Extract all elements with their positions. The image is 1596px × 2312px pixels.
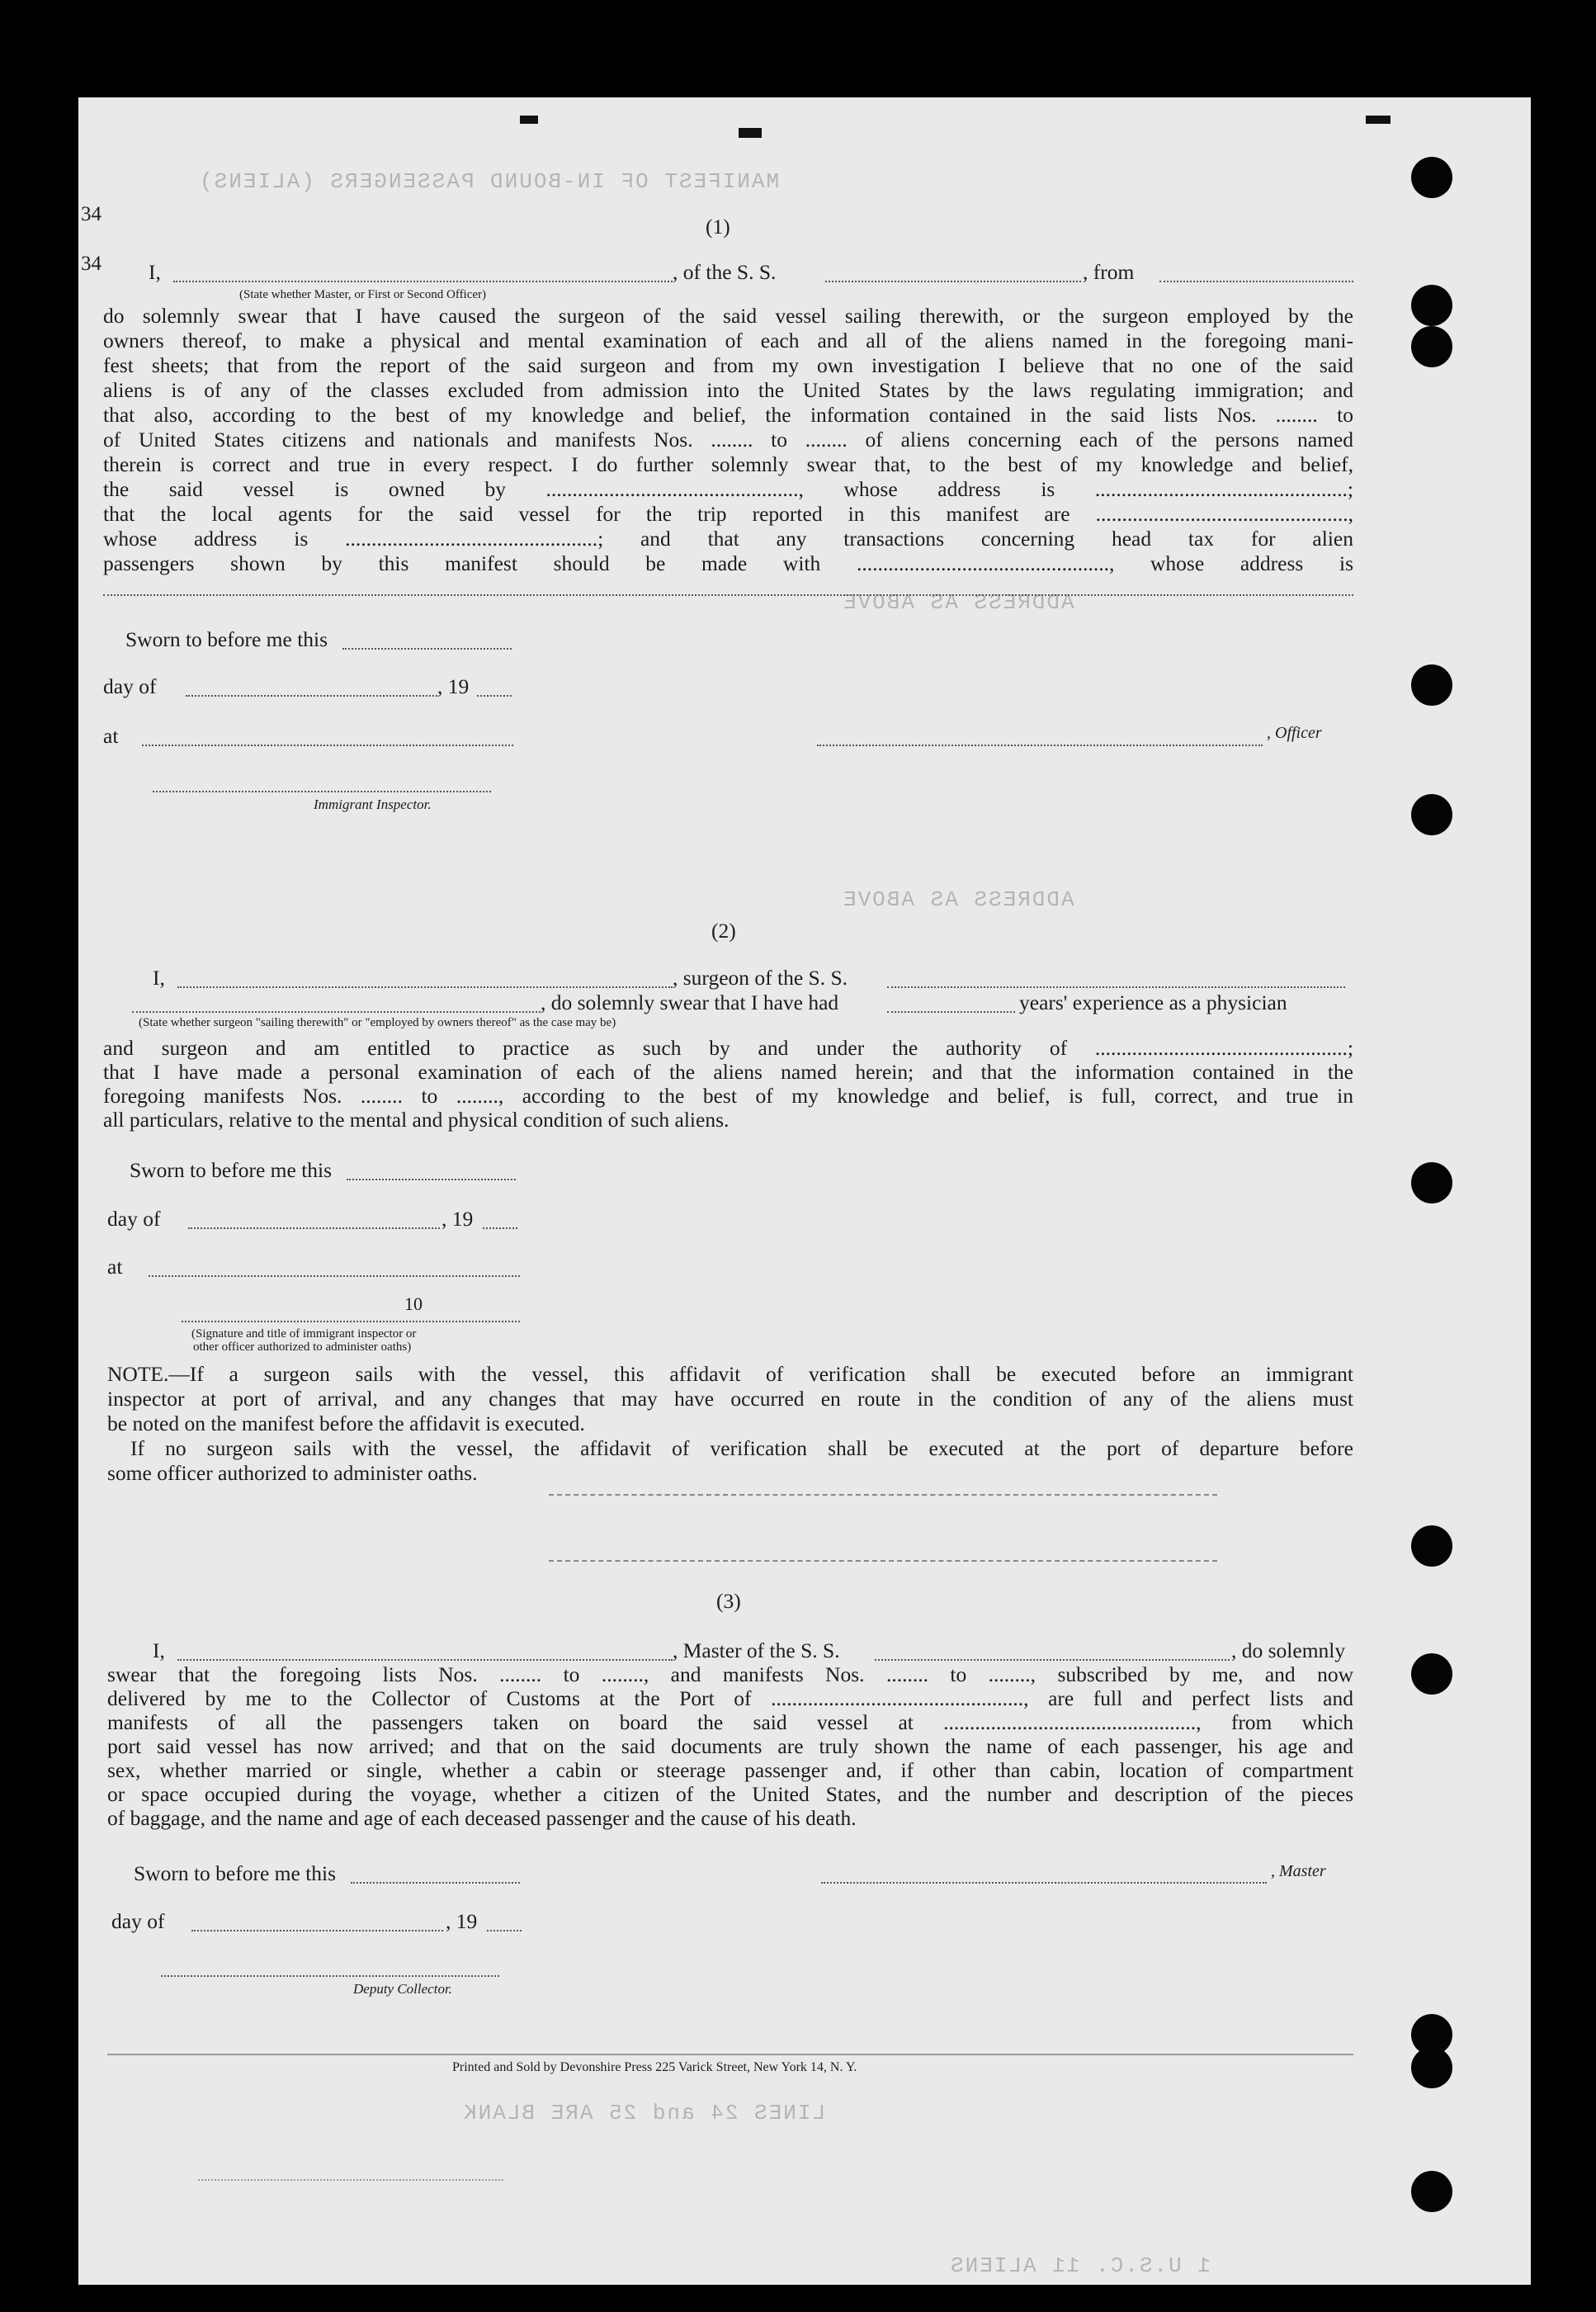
day-of-field [186,695,437,697]
section-3-text-line: of baggage, and the name and age of each deceased passenger and the cause of his death. [107,1806,857,1830]
from-port-field [1159,281,1353,282]
ink-mark [520,116,538,124]
section-3-text-line: or space occupied during the voyage, whether a citizen of the United States, and the number and description of the pieces [107,1782,1353,1806]
master-caption: , Master [1271,1862,1326,1880]
margin-number: 34 [81,203,102,225]
deputy-signature-field [161,1975,499,1977]
officer-caption: (State whether Master, or First or Second Officer) [239,288,487,301]
bleed-through-text: 1 U.S.C. 11 ALIENS [949,2253,1211,2278]
section-1-text-line: that the local agents for the said vessel for the trip reported in this manifest are ................................................, [103,502,1353,526]
binder-hole [1411,794,1452,835]
bleed-through-text: LINES 24 and 25 ARE BLANK [462,2101,826,2125]
surgeon-vessel-field [887,986,1345,988]
binder-hole [1411,285,1452,326]
year-label: , 19 [441,1207,474,1231]
note-line: be noted on the manifest before the affidavit is executed. [107,1411,585,1435]
binder-hole [1411,1653,1452,1695]
section-2-text-line: all particulars, relative to the mental and physical condition of such aliens. [103,1108,730,1132]
sworn-label: Sworn to before me this [130,1158,333,1182]
section-divider [549,1494,1217,1496]
year-label: , 19 [446,1909,478,1933]
binder-hole [1411,2171,1452,2212]
surgeon-title-field [132,1011,541,1013]
master-name-field [177,1659,673,1661]
section-1-text-line: therein is correct and true in every respect. I do further solemnly swear that, to the best of my knowledge and belief, [103,452,1353,476]
section-divider [549,1560,1217,1562]
section-1-text-line: passengers shown by this manifest should be made with ................................................, whose address is [103,551,1353,575]
master-line-start: I, [153,1638,165,1662]
at-field [149,1275,520,1277]
sworn-date-field [351,1882,520,1884]
ink-mark [1366,116,1391,124]
section-2-text-line: and surgeon and am entitled to practice as such by and under the authority of ................................................; [103,1036,1353,1060]
section-1-text-line: do solemnly swear that I have caused the surgeon of the said vessel sailing therewith, or the surgeon employed by the [103,304,1353,328]
note-line: inspector at port of arrival, and any changes that may have occurred en route in the condition of any of the aliens must [107,1387,1353,1411]
master-vessel-label: , Master of the S. S. [673,1638,840,1662]
footer-divider [107,2054,1353,2055]
day-of-field [188,1227,440,1229]
master-vessel-field [875,1659,1230,1661]
bleed-through-text: MANIFEST OF IN-BOUND PASSENGERS (ALIENS) [198,169,780,194]
sworn-label: Sworn to before me this [134,1861,337,1885]
officer-caption: , Officer [1267,724,1322,742]
years-label: years' experience as a physician [1019,991,1287,1014]
day-of-label: day of [107,1207,161,1231]
note-line: NOTE.—If a surgeon sails with the vessel, this affidavit of verification shall be executed before an immigrant [107,1362,1353,1386]
year-label: , 19 [437,674,470,698]
section-2-label: (2) [711,919,736,943]
section-1-label: (1) [706,215,730,239]
note-line: some officer authorized to administer oaths. [107,1461,478,1485]
binder-hole [1411,664,1452,706]
bleed-through-text: ADDRESS AS ABOVE [842,887,1074,912]
section-3-text-line: delivered by me to the Collector of Customs at the Port of ................................................, are full and perfect lists and [107,1686,1353,1710]
surgeon-line-start: I, [153,966,165,990]
section-1-text-line: of United States citizens and nationals and manifests Nos. ........ to ........ of aliens concerning each of the persons named [103,428,1353,452]
day-of-label: day of [111,1909,165,1933]
year-field [483,1227,517,1229]
years-field [887,1011,1015,1013]
note-line: If no surgeon sails with the vessel, the affidavit of verification shall be executed at the port of departure before [130,1436,1353,1460]
section-1-text-line: the said vessel is owned by ................................................, whose address is ................................................; [103,477,1353,501]
section-1-text-line: whose address is ................................................; and that any transactions concerning head tax for alien [103,527,1353,551]
bleed-through-text: ADDRESS AS ABOVE [842,590,1074,615]
binder-hole [1411,1162,1452,1203]
solemnly-label: , do solemnly [1231,1638,1346,1662]
authorized-signature-field [182,1321,520,1322]
inspector-caption: Immigrant Inspector. [314,797,432,812]
section-3-text-line: swear that the foregoing lists Nos. ........ to ........, and manifests Nos. ........ to ........, subscribed by me, and now [107,1662,1353,1686]
year-field [477,695,512,697]
at-field [142,745,513,746]
from-label: , from [1083,260,1135,284]
bleed-through-line [198,2179,503,2181]
margin-number: 34 [81,253,102,275]
master-signature-field [821,1882,1267,1884]
binder-hole [1411,2047,1452,2088]
section-1-text-line: aliens is of any of the classes excluded from admission into the United States by the laws regulating immigration; and [103,378,1353,402]
deputy-caption: Deputy Collector. [353,1981,452,1997]
surgeon-vessel-label: , surgeon of the S. S. [673,966,848,990]
ink-mark [739,128,762,138]
vessel-name-field [825,281,1081,282]
section-1-text-line: fest sheets; that from the report of the said surgeon and from my own investigation I believe that no one of the said [103,353,1353,377]
sworn-label: Sworn to before me this [125,627,328,651]
margin-number: 10 [404,1293,423,1314]
surgeon-name-field [177,986,673,988]
section-2-text-line: that I have made a personal examination of each of the aliens named herein; and that the information contained in the [103,1060,1353,1084]
vessel-label: , of the S. S. [673,260,777,284]
section-1-text-line: that also, according to the best of my knowledge and belief, the information contained in the said lists Nos. ........ to [103,403,1353,427]
surgeon-oath-text: , do solemnly swear that I have had [541,991,839,1014]
printer-credit: Printed and Sold by Devonshire Press 225 Varick Street, New York 14, N. Y. [452,2060,857,2074]
section-2-text-line: foregoing manifests Nos. ........ to ........, according to the best of my knowledge and belief, is full, correct, and true in [103,1084,1353,1108]
officer-name-field [173,281,673,282]
day-of-field [191,1930,443,1931]
at-label: at [103,724,119,748]
sworn-date-field [347,1179,516,1180]
section-3-text-line: port said vessel has now arrived; and that on the said documents are truly shown the name of each passenger, his age and [107,1734,1353,1758]
year-field [487,1930,522,1931]
signature-caption: (Signature and title of immigrant inspector or [191,1327,417,1340]
section-3-text-line: manifests of all the passengers taken on board the said vessel at ................................................, from which [107,1710,1353,1734]
at-label: at [107,1255,123,1279]
binder-hole [1411,1525,1452,1567]
officer-line-start: I, [149,260,161,284]
section-1-text-line: owners thereof, to make a physical and mental examination of each and all of the aliens named in the foregoing mani- [103,329,1353,352]
sworn-date-field [342,648,512,650]
binder-hole [1411,157,1452,198]
signature-caption: other officer authorized to administer oaths) [193,1340,412,1354]
section-3-text-line: sex, whether married or single, whether a cabin or steerage passenger and, if other than cabin, location of compartment [107,1758,1353,1782]
surgeon-caption: (State whether surgeon "sailing therewith" or "employed by owners thereof" as the case may be) [139,1016,616,1029]
officer-signature-field [817,745,1263,746]
day-of-label: day of [103,674,157,698]
address-continuation-field [103,594,1353,596]
section-3-label: (3) [716,1589,741,1613]
binder-hole [1411,326,1452,367]
inspector-signature-field [153,791,491,792]
